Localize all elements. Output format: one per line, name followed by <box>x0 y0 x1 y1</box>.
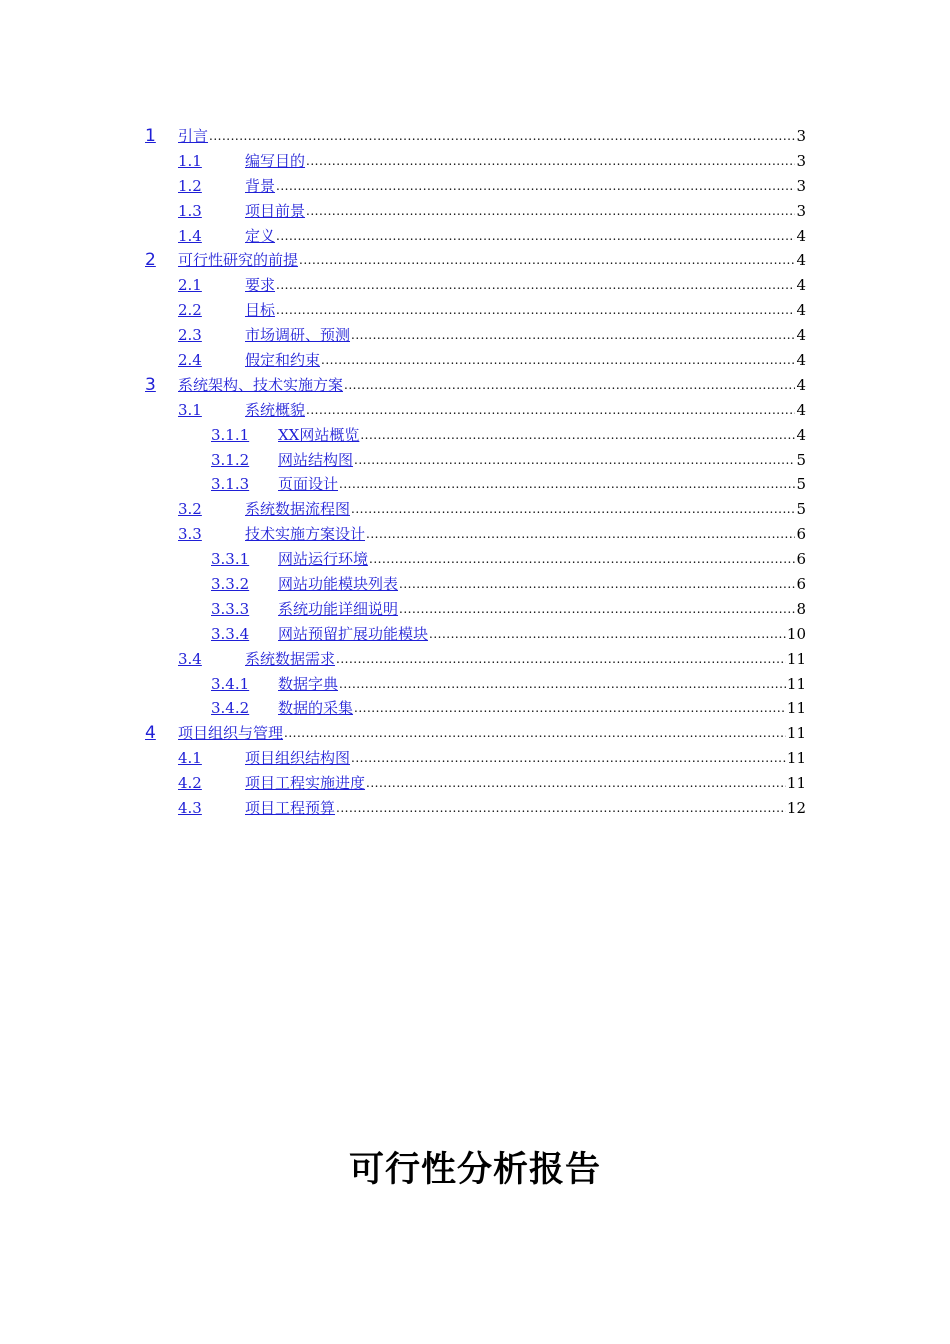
toc-entry-number[interactable]: 4.3 <box>178 799 202 818</box>
toc-entry-title[interactable]: 网站预留扩展功能模块 <box>278 624 429 643</box>
toc-entry-number[interactable]: 3.4.1 <box>211 674 250 693</box>
toc-entry-page: 4 <box>796 251 806 270</box>
toc-entry[interactable] <box>0 547 950 572</box>
toc-dot-leader <box>276 298 795 323</box>
toc-entry-number[interactable]: 3.3.1 <box>211 550 250 569</box>
toc-entry-number[interactable]: 2.2 <box>178 301 202 320</box>
toc-entry-number[interactable]: 1.1 <box>178 151 202 170</box>
toc-entry-page: 6 <box>796 575 806 594</box>
toc-entry[interactable] <box>0 248 950 273</box>
toc-entry-page: 10 <box>786 624 806 643</box>
toc-entry-title[interactable]: 假定和约束 <box>245 351 321 370</box>
toc-entry-number[interactable]: 3.1.3 <box>211 475 250 494</box>
toc-entry-title[interactable]: 网站运行环境 <box>278 550 369 569</box>
toc-dot-leader <box>399 572 795 597</box>
toc-entry-page: 8 <box>796 599 806 618</box>
toc-entry[interactable] <box>0 149 950 174</box>
toc-dot-leader <box>306 199 795 224</box>
toc-entry-number[interactable]: 1 <box>145 126 156 146</box>
toc-entry-title[interactable]: 页面设计 <box>278 475 339 494</box>
toc-entry[interactable] <box>0 597 950 622</box>
toc-entry[interactable] <box>0 771 950 796</box>
toc-entry-title[interactable]: 技术实施方案设计 <box>245 525 366 544</box>
toc-entry-page: 4 <box>796 425 806 444</box>
toc-entry[interactable] <box>0 224 950 249</box>
document-title: 可行性分析报告 <box>348 1150 601 1190</box>
toc-dot-leader <box>339 472 795 497</box>
toc-entry[interactable] <box>0 348 950 373</box>
toc-dot-leader <box>209 124 795 149</box>
toc-entry-number[interactable]: 3.1 <box>178 400 202 419</box>
toc-entry-page: 11 <box>786 774 806 793</box>
toc-entry[interactable] <box>0 696 950 721</box>
toc-dot-leader <box>284 721 786 746</box>
toc-entry-title[interactable]: 网站功能模块列表 <box>278 575 399 594</box>
toc-entry-number[interactable]: 4.2 <box>178 774 202 793</box>
toc-entry[interactable] <box>0 746 950 771</box>
toc-entry-title[interactable]: 项目工程实施进度 <box>245 774 366 793</box>
toc-entry[interactable] <box>0 647 950 672</box>
toc-entry-page: 4 <box>796 351 806 370</box>
toc-entry-page: 3 <box>796 151 806 170</box>
toc-dot-leader <box>399 597 795 622</box>
toc-entry-number[interactable]: 3.3.3 <box>211 599 250 618</box>
toc-entry[interactable] <box>0 323 950 348</box>
toc-entry-page: 5 <box>796 450 806 469</box>
toc-dot-leader <box>336 796 786 821</box>
toc-entry[interactable] <box>0 497 950 522</box>
toc-entry-page: 4 <box>796 326 806 345</box>
toc-entry[interactable] <box>0 672 950 697</box>
toc-dot-leader <box>351 746 786 771</box>
toc-entry-page: 11 <box>786 649 806 668</box>
toc-entry-number[interactable]: 3.1.2 <box>211 450 250 469</box>
toc-dot-leader <box>336 647 786 672</box>
toc-entry-page: 4 <box>796 301 806 320</box>
toc-entry-title[interactable]: 市场调研、预测 <box>245 326 351 345</box>
toc-dot-leader <box>369 547 795 572</box>
toc-entry-title[interactable]: 系统架构、技术实施方案 <box>178 375 344 394</box>
toc-entry[interactable] <box>0 572 950 597</box>
toc-entry[interactable] <box>0 472 950 497</box>
toc-entry-number[interactable]: 2.3 <box>178 326 202 345</box>
toc-entry-title[interactable]: 项目组织与管理 <box>178 724 284 743</box>
toc-entry-page: 11 <box>786 674 806 693</box>
toc-entry-number[interactable]: 3.4.2 <box>211 699 250 718</box>
toc-entry-page: 3 <box>796 127 806 145</box>
toc-entry-title[interactable]: 系统数据需求 <box>245 649 336 668</box>
toc-entry[interactable] <box>0 174 950 199</box>
toc-entry-number[interactable]: 4.1 <box>178 749 202 768</box>
toc-entry-number[interactable]: 3.3 <box>178 525 202 544</box>
toc-entry[interactable] <box>0 398 950 423</box>
toc-entry[interactable] <box>0 298 950 323</box>
toc-entry[interactable] <box>0 423 950 448</box>
toc-entry-number[interactable]: 3.4 <box>178 649 202 668</box>
toc-entry-page: 6 <box>796 550 806 569</box>
toc-entry-number[interactable]: 1.3 <box>178 201 202 220</box>
toc-entry-number[interactable]: 2.1 <box>178 276 202 295</box>
toc-entry-title[interactable]: 系统功能详细说明 <box>278 599 399 618</box>
toc-entry-number[interactable]: 2 <box>145 250 156 271</box>
toc-entry-page: 3 <box>796 201 806 220</box>
toc-dot-leader <box>354 696 786 721</box>
toc-entry-title[interactable]: 数据字典 <box>278 674 339 693</box>
toc-entry[interactable] <box>0 124 950 149</box>
toc-entry-page: 5 <box>796 475 806 494</box>
toc-entry-title[interactable]: XX网站概览 <box>278 425 360 444</box>
toc-entry-page: 11 <box>786 749 806 768</box>
toc-entry[interactable] <box>0 199 950 224</box>
toc-dot-leader <box>351 323 795 348</box>
toc-entry-title[interactable]: 系统数据流程图 <box>245 500 351 519</box>
toc-dot-leader <box>366 771 786 796</box>
toc-entry-page: 6 <box>796 525 806 544</box>
toc-entry[interactable] <box>0 796 950 821</box>
toc-entry-title[interactable]: 系统概貌 <box>245 400 306 419</box>
toc-entry-page: 4 <box>796 400 806 419</box>
toc-entry[interactable] <box>0 721 950 746</box>
toc-dot-leader <box>306 398 795 423</box>
toc-entry-number[interactable]: 2.4 <box>178 351 202 370</box>
toc-entry-title[interactable]: 数据的采集 <box>278 699 354 718</box>
toc-dot-leader <box>429 622 786 647</box>
toc-entry[interactable] <box>0 448 950 473</box>
toc-entry-title[interactable]: 引言 <box>178 127 209 145</box>
toc-entry-page: 4 <box>796 375 806 394</box>
toc-dot-leader <box>299 248 795 273</box>
toc-entry-title[interactable]: 可行性研究的前提 <box>178 251 299 270</box>
toc-entry-title[interactable]: 要求 <box>245 276 276 295</box>
toc-entry[interactable] <box>0 373 950 398</box>
toc-entry-number[interactable]: 3.1.1 <box>211 425 250 444</box>
toc-dot-leader <box>360 423 795 448</box>
toc-dot-leader <box>276 224 795 249</box>
toc-entry-number[interactable]: 1.4 <box>178 226 202 245</box>
toc-entry-number[interactable]: 3.3.4 <box>211 624 250 643</box>
toc-entry-page: 4 <box>796 226 806 245</box>
toc-entry-title[interactable]: 项目组织结构图 <box>245 749 351 768</box>
toc-entry-title[interactable]: 定义 <box>245 226 276 245</box>
toc-dot-leader <box>276 273 795 298</box>
toc-entry-number[interactable]: 3 <box>145 374 156 395</box>
toc-dot-leader <box>344 373 795 398</box>
toc-entry-page: 3 <box>796 176 806 195</box>
toc-entry[interactable] <box>0 622 950 647</box>
toc-dot-leader <box>366 522 795 547</box>
toc-dot-leader <box>306 149 795 174</box>
toc-dot-leader <box>339 672 786 697</box>
toc-entry-number[interactable]: 4 <box>145 723 156 744</box>
toc-entry-number[interactable]: 3.3.2 <box>211 575 250 594</box>
toc-dot-leader <box>354 448 795 473</box>
toc-entry-number[interactable]: 3.2 <box>178 500 202 519</box>
toc-entry[interactable] <box>0 273 950 298</box>
toc-entry-page: 11 <box>786 699 806 718</box>
toc-entry-title[interactable]: 背景 <box>245 176 276 195</box>
toc-dot-leader <box>276 174 795 199</box>
toc-entry-page: 12 <box>786 799 806 818</box>
toc-entry-page: 5 <box>796 500 806 519</box>
toc-dot-leader <box>321 348 795 373</box>
toc-entry-title[interactable]: 编写目的 <box>245 151 306 170</box>
table-of-contents <box>0 124 950 821</box>
toc-entry[interactable] <box>0 522 950 547</box>
toc-entry-number[interactable]: 1.2 <box>178 176 202 195</box>
toc-entry-page: 11 <box>786 724 806 743</box>
toc-entry-page: 4 <box>796 276 806 295</box>
toc-entry-title[interactable]: 项目工程预算 <box>245 799 336 818</box>
toc-entry-title[interactable]: 项目前景 <box>245 201 306 220</box>
toc-entry-title[interactable]: 网站结构图 <box>278 450 354 469</box>
toc-dot-leader <box>351 497 795 522</box>
toc-entry-title[interactable]: 目标 <box>245 301 276 320</box>
